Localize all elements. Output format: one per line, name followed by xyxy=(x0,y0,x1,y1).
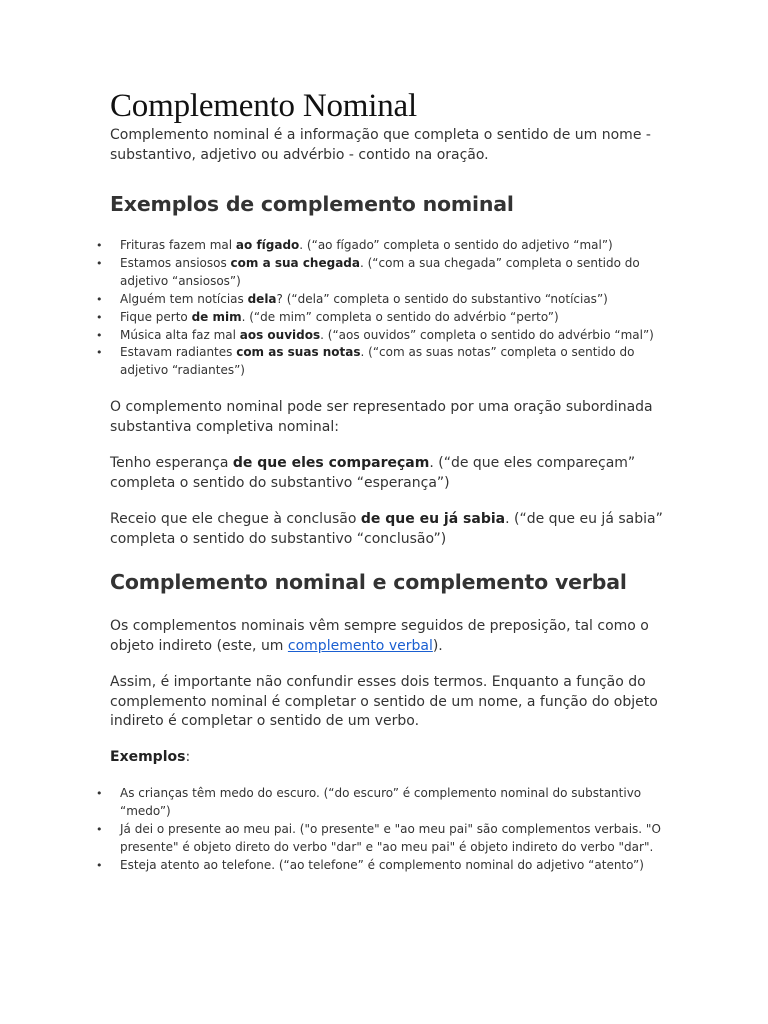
item-bold: dela xyxy=(247,291,277,306)
list-item xyxy=(96,291,670,309)
bullet-icon: • xyxy=(96,823,103,837)
item-text: As crianças têm medo do escuro. (“do escuro” é complemento nominal do substantivo “medo”) xyxy=(120,786,642,819)
section-heading-nominal-verbal: Complemento nominal e complemento verbal xyxy=(110,570,627,595)
item-text: . (“ao fígado” completa o sentido do adjetivo “mal”) xyxy=(299,238,613,252)
bullet-icon: • xyxy=(96,328,103,342)
examples-list xyxy=(96,237,670,380)
item-bold: de mim xyxy=(191,309,242,324)
paragraph-text: Receio que ele chegue à conclusão xyxy=(110,511,361,528)
paragraph-subordinate: O complemento nominal pode ser representado por uma oração subordinada substantiva completiva nominal: xyxy=(110,399,653,435)
list-item xyxy=(96,327,670,345)
paragraph-text: Os complementos nominais vêm sempre seguidos de preposição, tal como o objeto indireto (este, um xyxy=(110,618,649,654)
bullet-icon: • xyxy=(96,239,103,252)
paragraph-example-conclusao xyxy=(110,510,670,549)
bullet-icon: • xyxy=(96,310,103,324)
item-text: Esteja atento ao telefone. (“ao telefone” é complemento nominal do adjetivo “atento”) xyxy=(120,857,644,872)
item-text: Já dei o presente ao meu pai. ("o presente" e "ao meu pai" são complementos verbais. "O presente" é objeto direto do verbo "dar" e "ao meu pai" é objeto indireto do verbo "dar". xyxy=(120,822,661,854)
bullet-icon: • xyxy=(96,787,103,801)
paragraph-example-esperanca xyxy=(110,454,670,493)
list-item xyxy=(96,309,670,327)
item-text: Frituras fazem mal xyxy=(120,238,236,252)
item-text: Música alta faz mal xyxy=(120,327,240,342)
item-text: Alguém tem notícias xyxy=(120,291,248,306)
bullet-icon: • xyxy=(96,346,103,360)
paragraph-preposition xyxy=(110,617,670,656)
examples-label-colon: : xyxy=(185,748,191,765)
item-text: Fique perto xyxy=(120,309,192,324)
paragraph-bold: de que eu já sabia xyxy=(360,511,506,528)
item-text: Estamos ansiosos xyxy=(120,255,231,270)
item-bold: com a sua chegada xyxy=(230,255,360,270)
bullet-icon: • xyxy=(96,292,103,306)
examples-list-2 xyxy=(96,785,670,875)
paragraph-distinction: Assim, é importante não confundir esses dois termos. Enquanto a função do complemento nominal é completar o sentido de um nome, a função do objeto indireto é completar o sentido de um verbo. xyxy=(110,674,658,730)
intro-paragraph: Complemento nominal é a informação que completa o sentido de um nome - substantivo, adjetivo ou advérbio - contido na oração. xyxy=(110,127,651,163)
page-title: Complemento Nominal xyxy=(110,88,417,124)
paragraph-text: ). xyxy=(432,637,443,654)
item-bold: com as suas notas xyxy=(236,345,361,360)
list-item xyxy=(96,857,670,875)
paragraph-text: Tenho esperança xyxy=(110,455,233,472)
item-bold: ao fígado xyxy=(235,238,300,252)
item-text: Estavam radiantes xyxy=(120,345,237,360)
list-item xyxy=(96,821,670,857)
list-item xyxy=(96,785,670,821)
complemento-verbal-link[interactable]: complemento verbal xyxy=(287,637,433,654)
bullet-icon: • xyxy=(96,858,103,872)
list-item xyxy=(96,255,670,291)
section-heading-examples: Exemplos de complemento nominal xyxy=(110,192,514,216)
item-text: . (“aos ouvidos” completa o sentido do advérbio “mal”) xyxy=(320,327,654,342)
paragraph-text: . (“de que eu já sabia” completa o sentido do substantivo “conclusão”) xyxy=(110,511,663,547)
paragraph-bold: de que eles compareçam xyxy=(232,455,430,472)
item-text: ? (“dela” completa o sentido do substantivo “notícias”) xyxy=(276,291,608,306)
examples-label-bold: Exemplos xyxy=(110,748,186,765)
item-text: . (“com as suas notas” completa o sentido do adjetivo “radiantes”) xyxy=(120,345,635,378)
list-item xyxy=(96,344,670,380)
bullet-icon: • xyxy=(96,256,103,270)
item-text: . (“com a sua chegada” completa o sentido do adjetivo “ansiosos”) xyxy=(120,255,640,288)
document-page xyxy=(96,88,670,875)
list-item xyxy=(96,237,670,255)
examples-label xyxy=(110,748,670,768)
item-bold: aos ouvidos xyxy=(239,327,321,342)
paragraph-text: . (“de que eles compareçam” completa o sentido do substantivo “esperança”) xyxy=(110,455,636,491)
item-text: . (“de mim” completa o sentido do advérbio “perto”) xyxy=(241,309,559,324)
